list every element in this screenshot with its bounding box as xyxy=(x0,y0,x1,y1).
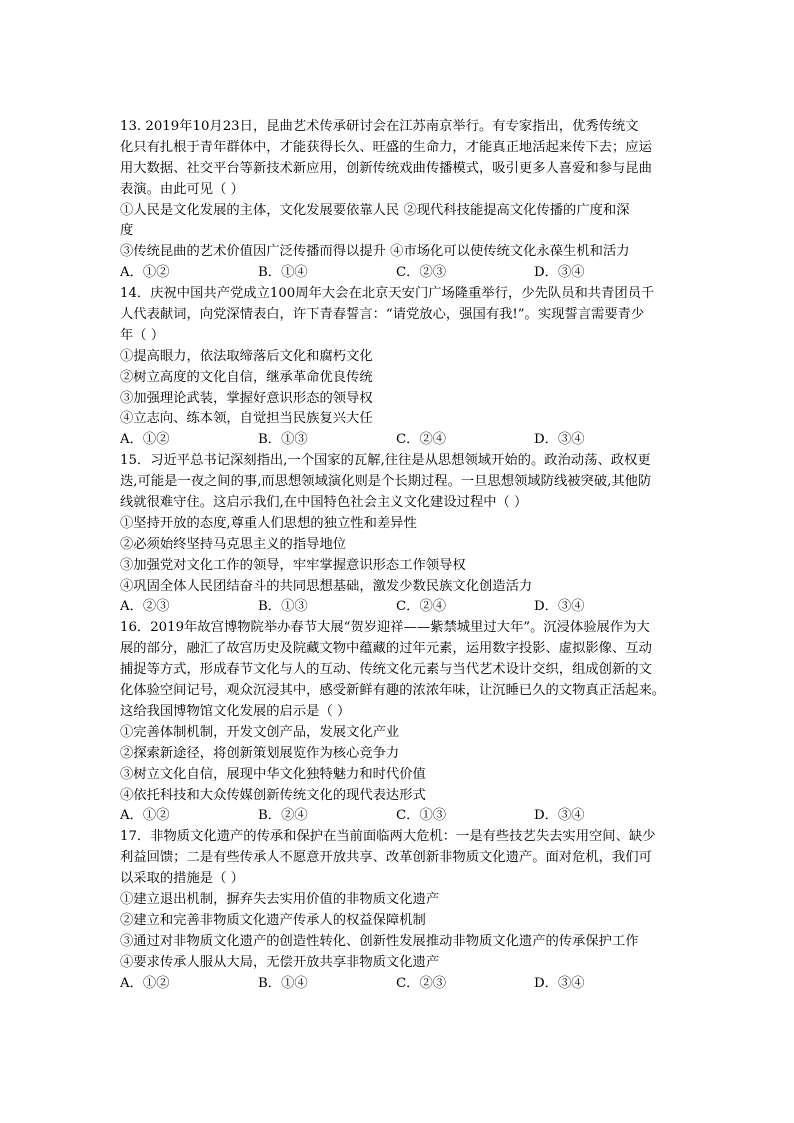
answer-option-a: A．①② xyxy=(120,975,170,991)
answer-option-a: A．①② xyxy=(120,265,170,281)
question-line: ①建立退出机制，摒弃失去实用价值的非物质文化遗产 xyxy=(120,891,440,907)
question-line: 化体验空间记号，观众沉浸其中，感受新鲜有趣的浓浓年味，让沉睡已久的文物真正活起来。 xyxy=(120,683,666,699)
answer-option-b: B．①③ xyxy=(258,432,308,448)
question-16 xyxy=(120,618,680,827)
question-line: 年（ ） xyxy=(120,327,165,343)
answer-option-d: D．③④ xyxy=(534,432,585,448)
answer-option-b: B．①③ xyxy=(258,599,308,615)
question-line: 化只有扎根于青年群体中，才能获得长久、旺盛的生命力，才能真正地活起来传下去；应运 xyxy=(120,139,652,155)
question-line: ②必须始终坚持马克思主义的指导地位 xyxy=(120,536,347,552)
exam-page xyxy=(120,117,680,994)
answer-option-c: C．②③ xyxy=(396,975,447,991)
question-line: 利益回馈；二是有些传承人不愿意开放共享、改革创新非物质文化遗产。面对危机，我们可 xyxy=(120,850,652,866)
answer-option-d: D．③④ xyxy=(534,265,585,281)
question-line: ①坚持开放的态度,尊重人们思想的独立性和差异性 xyxy=(120,515,417,531)
answer-option-b: B．①④ xyxy=(258,975,308,991)
answer-option-d: D．③④ xyxy=(534,808,585,824)
question-line: 表演。由此可见（ ） xyxy=(120,181,244,197)
answer-options xyxy=(120,263,680,284)
question-line: 以采取的措施是（ ） xyxy=(120,871,244,887)
answer-option-b: B．②④ xyxy=(258,808,308,824)
question-line: ④要求传承人服从大局，无偿开放共享非物质文化遗产 xyxy=(120,954,440,970)
question-line: 人代表献词，向党深情表白，许下青春誓言：“请党放心，强国有我!”。实现誓言需要青少 xyxy=(120,307,645,323)
question-line: 捕捉等方式，形成春节文化与人的互动、传统文化元素与当代艺术设计交织，组成创新的文 xyxy=(120,662,652,678)
answer-option-d: D．③④ xyxy=(534,599,585,615)
question-line: 迭,可能是一夜之间的事,而思想领域演化则是个长期过程。一旦思想领域防线被突破,其他防 xyxy=(120,474,652,490)
question-line: 这给我国博物馆文化发展的启示是（ ） xyxy=(120,703,351,719)
question-13 xyxy=(120,117,680,284)
question-stem: 13. 2019年10月23日，昆曲艺术传承研讨会在江苏南京举行。有专家指出，优秀传统文 xyxy=(120,119,639,134)
question-line: ②探索新途径，将创新策划展览作为核心竞争力 xyxy=(120,745,400,761)
answer-options xyxy=(120,430,680,451)
answer-option-c: C．②④ xyxy=(396,432,447,448)
question-line: 线就很难守住。这启示我们,在中国特色社会主义文化建设过程中（ ） xyxy=(120,495,528,511)
answer-options xyxy=(120,597,680,618)
question-line: ③传统昆曲的艺术价值因广泛传播而得以提升 ④市场化可以使传统文化永葆生机和活力 xyxy=(120,244,630,260)
question-line: ①提高眼力，依法取缔落后文化和腐朽文化 xyxy=(120,348,373,364)
question-15 xyxy=(120,451,680,618)
question-line: ③通过对非物质文化遗产的创造性转化、创新性发展推动非物质文化遗产的传承保护工作 xyxy=(120,933,639,949)
question-line: ①完善体制机制，开发文创产品，发展文化产业 xyxy=(120,724,400,740)
question-line: ①人民是文化发展的主体，文化发展要依靠人民 ②现代科技能提高文化传播的广度和深 xyxy=(120,202,630,218)
answer-option-a: A．①② xyxy=(120,432,170,448)
question-line: 用大数据、社交平台等新技术新应用，创新传统戏曲传播模式，吸引更多人喜爱和参与昆曲 xyxy=(120,160,652,176)
question-line: ④立志向、练本领，自觉担当民族复兴大任 xyxy=(120,411,373,427)
question-line: ④巩固全体人民团结奋斗的共同思想基础，激发少数民族文化创造活力 xyxy=(120,578,533,594)
question-line: ④依托科技和大众传媒创新传统文化的现代表达形式 xyxy=(120,787,426,803)
answer-options xyxy=(120,806,680,827)
answer-option-a: A．②③ xyxy=(120,599,170,615)
question-line: ②树立高度的文化自信，继承革命优良传统 xyxy=(120,369,373,385)
answer-options xyxy=(120,974,680,995)
question-line: ③树立文化自信，展现中华文化独特魅力和时代价值 xyxy=(120,766,426,782)
answer-option-d: D．③④ xyxy=(534,975,585,991)
question-stem: 15．习近平总书记深刻指出,一个国家的瓦解,往往是从思想领域开始的。政治动荡、政权更 xyxy=(120,453,651,469)
answer-option-b: B．①④ xyxy=(258,265,308,281)
question-line: ③加强党对文化工作的领导，牢牢掌握意识形态工作领导权 xyxy=(120,557,466,573)
answer-option-c: C．①③ xyxy=(396,808,447,824)
answer-option-c: C．②④ xyxy=(396,599,447,615)
question-line: ②建立和完善非物质文化遗产传承人的权益保障机制 xyxy=(120,912,426,928)
question-line: 度 xyxy=(120,223,134,239)
answer-option-a: A．①② xyxy=(120,808,170,824)
answer-option-c: C．②③ xyxy=(396,265,447,281)
question-stem: 14．庆祝中国共产党成立100周年大会在北京天安门广场隆重举行，少先队员和共青团员千 xyxy=(120,286,655,302)
question-17 xyxy=(120,827,680,994)
question-14 xyxy=(120,284,680,451)
question-stem: 16．2019年故宫博物院举办春节大展“贺岁迎祥——紫禁城里过大年”。沉浸体验展作为大 xyxy=(120,620,650,636)
question-line: 展的部分，融汇了故宫历史及院藏文物中蕴藏的过年元素，运用数字投影、虚拟影像、互动 xyxy=(120,641,652,657)
question-line: ③加强理论武装，掌握好意识形态的领导权 xyxy=(120,390,373,406)
question-stem: 17．非物质文化遗产的传承和保护在当前面临两大危机：一是有些技艺失去实用空间、缺少 xyxy=(120,829,656,845)
